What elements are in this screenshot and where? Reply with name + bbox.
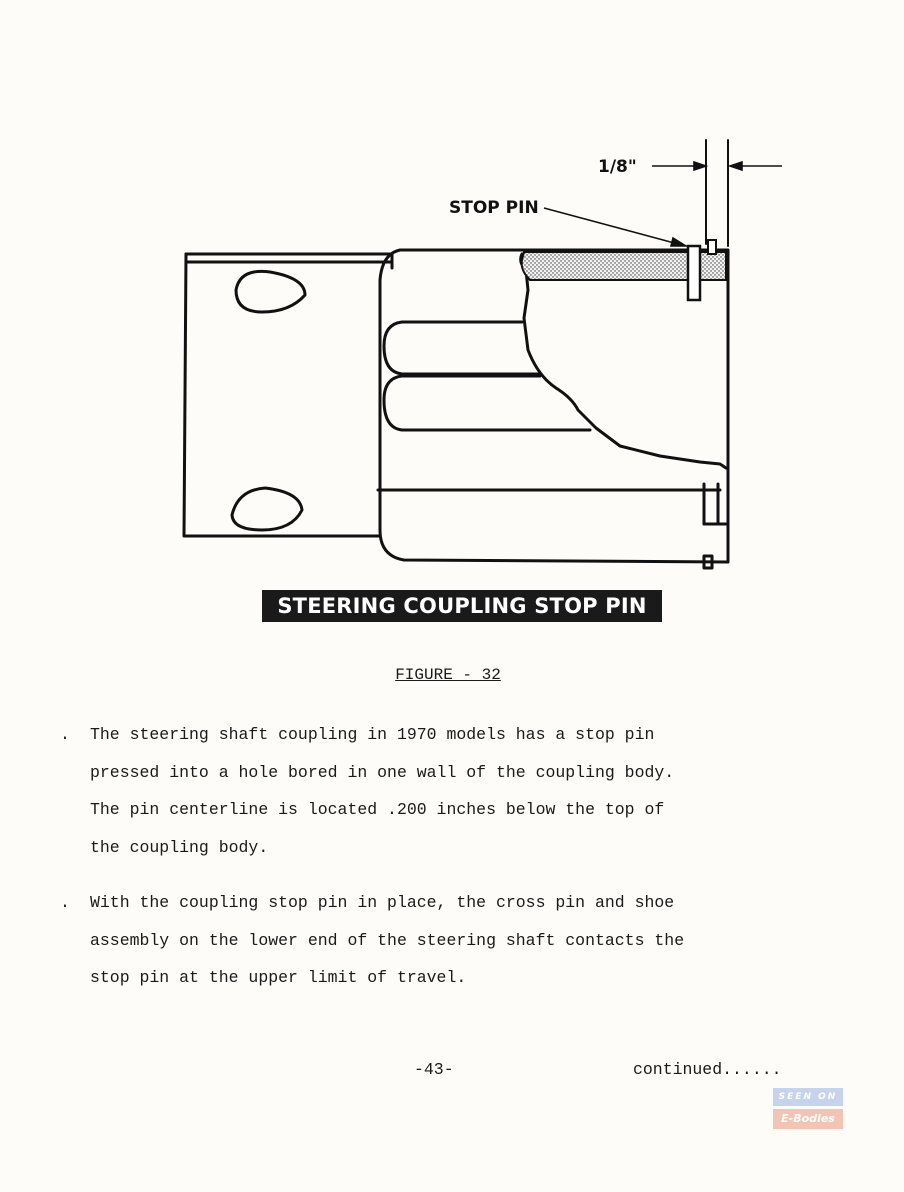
coupling-body-outline: [380, 250, 728, 562]
watermark-line-1: SEEN ON: [773, 1088, 843, 1106]
figure-caption: [300, 666, 596, 684]
shaft-hole-bottom: [232, 488, 302, 530]
paragraph-text: The steering shaft coupling in 1970 models has a stop pin pressed into a hole bored in one wall of the coupling body. The pin centerline is located .200 inches below the top of the coupling body.: [90, 725, 675, 857]
stop-pin-label: STOP PIN: [449, 198, 539, 218]
bullet-mark: .: [60, 893, 70, 912]
stop-pin: [688, 246, 700, 300]
banner-text: STEERING COUPLING STOP PIN: [277, 594, 647, 618]
dimension-label: 1/8": [598, 157, 637, 177]
figure-title-banner: [262, 590, 662, 622]
continued-note: continued......: [633, 1060, 782, 1079]
shaft-hole-top: [236, 271, 305, 312]
page-number: -43-: [414, 1060, 454, 1079]
shaft-tube-outline: [186, 254, 392, 262]
figure-number: FIGURE - 32: [395, 666, 501, 684]
watermark-line-2: E-Bodies: [773, 1109, 843, 1129]
paragraph-text: With the coupling stop pin in place, the cross pin and shoe assembly on the lower end of the steering shaft contacts the stop pin at the upper limit of travel.: [90, 893, 685, 987]
bullet-mark: .: [60, 725, 70, 744]
coupling-slot-bottom: [384, 376, 590, 430]
coupling-slot-top: [384, 322, 540, 374]
watermark-logo: [773, 1088, 843, 1130]
